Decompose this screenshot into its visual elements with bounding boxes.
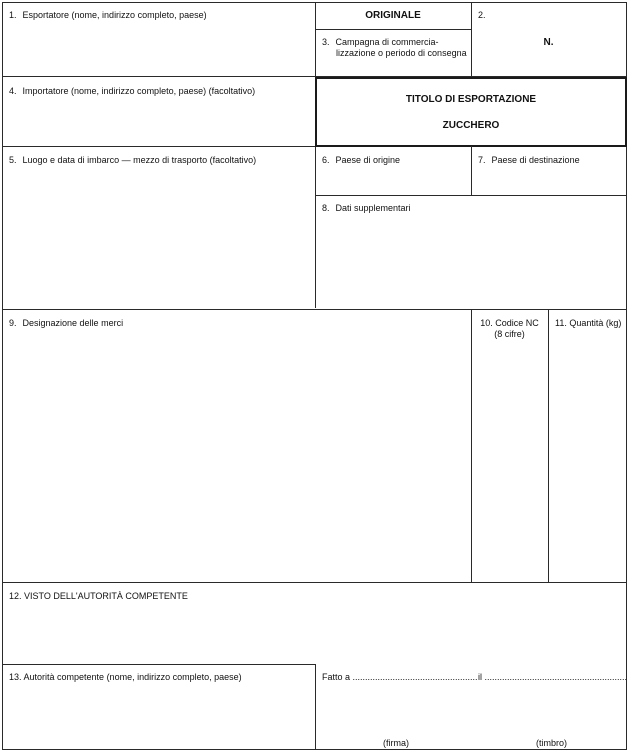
divider <box>315 664 316 750</box>
divider <box>2 309 626 310</box>
box10-label: 10. Codice NC (8 cifre) <box>480 318 539 339</box>
box4-label: 4. Importatore (nome, indirizzo completo, paese) (facoltativo) <box>9 86 256 96</box>
box13-label: 13. Autorità competente (nome, indirizzo completo, paese) <box>9 672 242 682</box>
document-subtitle: ZUCCHERO <box>442 120 500 131</box>
divider <box>471 146 472 195</box>
box2-number: 2. <box>478 10 486 20</box>
border-left <box>2 2 3 750</box>
divider <box>315 2 316 308</box>
box9-label: 9. Designazione delle merci <box>9 318 124 328</box>
signature-label: (firma) <box>383 738 409 748</box>
box3-label: 3. Campagna di commercia- lizzazione o periodo di consegna <box>322 37 467 58</box>
divider <box>2 664 315 665</box>
box11-label: 11. Quantità (kg) <box>555 318 622 328</box>
divider <box>2 582 626 583</box>
box5-label: 5. Luogo e data di imbarco — mezzo di trasporto (facoltativo) <box>9 155 257 165</box>
box1-label: 1. Esportatore (nome, indirizzo completo, paese) <box>9 10 207 20</box>
box6-label: 6. Paese di origine <box>322 155 401 165</box>
divider <box>548 309 549 582</box>
divider <box>315 195 626 196</box>
box2-value: N. <box>543 37 554 48</box>
border-top <box>2 2 626 3</box>
divider <box>471 309 472 582</box>
date-field[interactable]: il ......................................................... <box>478 672 628 682</box>
document-title: TITOLO DI ESPORTAZIONE <box>405 94 537 105</box>
box12-label: 12. VISTO DELL'AUTORITÀ COMPETENTE <box>9 591 188 601</box>
border-bottom <box>2 749 626 750</box>
stamp-label: (timbro) <box>536 738 567 748</box>
box8-label: 8. Dati supplementari <box>322 203 411 213</box>
title-box <box>315 77 627 147</box>
place-field[interactable]: Fatto a .................................................. <box>322 672 478 682</box>
divider <box>315 29 471 30</box>
originale-label: ORIGINALE <box>365 10 421 21</box>
box7-label: 7. Paese di destinazione <box>478 155 580 165</box>
